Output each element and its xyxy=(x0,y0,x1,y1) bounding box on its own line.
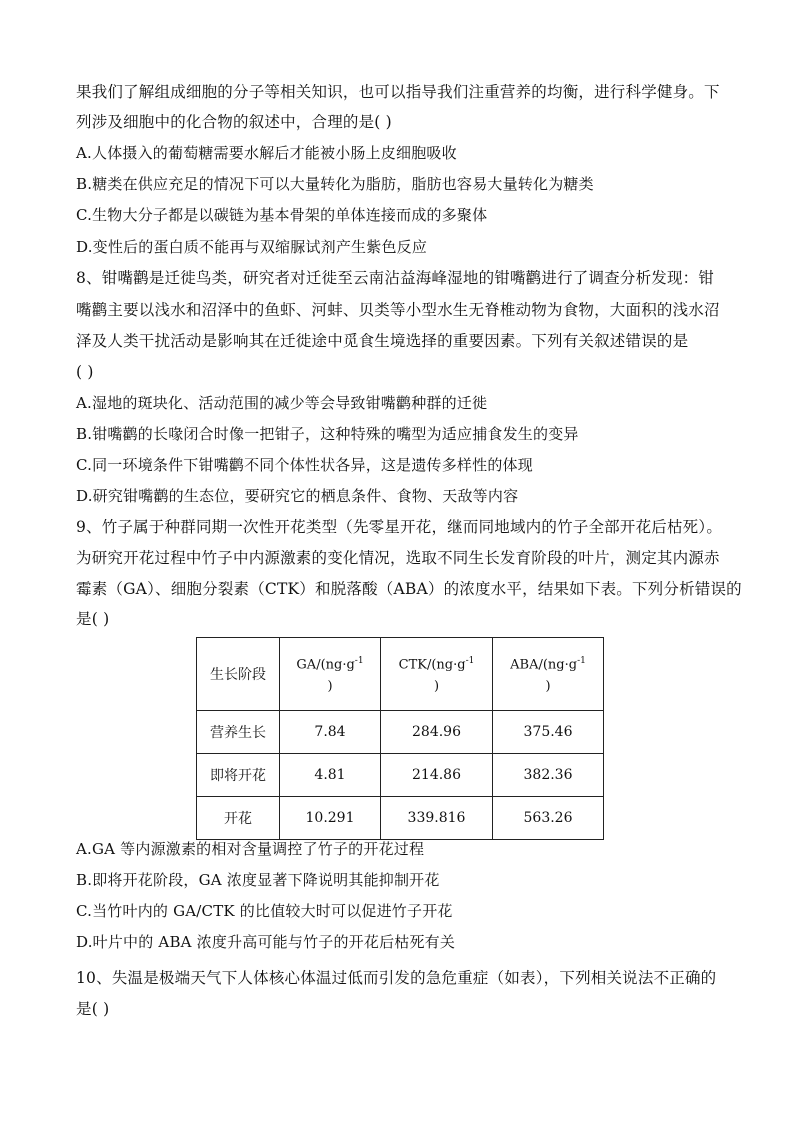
table-row xyxy=(197,797,604,840)
q8-option-b: B.钳嘴鹳的长喙闭合时像一把钳子，这种特殊的嘴型为适应捕食发生的变异 xyxy=(76,425,579,443)
q10-line-1: 10、失温是极端天气下人体核心体温过低而引发的急危重症（如表），下列相关说法不正确的 xyxy=(76,969,717,987)
q8-option-a: A.湿地的斑块化、活动范围的减少等会导致钳嘴鹳种群的迁徙 xyxy=(76,394,488,412)
q8-line-1: 8、钳嘴鹳是迁徙鸟类，研究者对迁徙至云南沾益海峰湿地的钳嘴鹳进行了调查分析发现：钳 xyxy=(76,269,715,287)
q9-line-4: 是( ) xyxy=(76,610,110,628)
cell-ctk: 339.816 xyxy=(381,797,493,840)
q8-option-d: D.研究钳嘴鹳的生态位，要研究它的栖息条件、食物、天敌等内容 xyxy=(76,487,519,505)
header-ctk: CTK/($ng\cdot g^{-1}$ ) xyxy=(381,638,493,711)
q9-line-3: 霉素（GA）、细胞分裂素（CTK）和脱落酸（ABA）的浓度水平，结果如下表。下列分析错误的 xyxy=(76,580,742,598)
q7-intro-line-1: 果我们了解组成细胞的分子等相关知识，也可以指导我们注重营养的均衡，进行科学健身。下 xyxy=(76,83,720,101)
table-row xyxy=(197,754,604,797)
q9-option-c: C.当竹叶内的 GA/CTK 的比值较大时可以促进竹子开花 xyxy=(76,902,453,920)
q9-option-b: B.即将开花阶段，GA 浓度显著下降说明其能抑制开花 xyxy=(76,871,440,889)
q9-option-d: D.叶片中的 ABA 浓度升高可能与竹子的开花后枯死有关 xyxy=(76,933,456,951)
header-stage: 生长阶段 xyxy=(197,638,280,711)
cell-ga: 4.81 xyxy=(280,754,381,797)
q9-line-1: 9、竹子属于种群同期一次性开花类型（先零星开花，继而同地域内的竹子全部开花后枯死）。 xyxy=(76,518,723,536)
header-ga: $GA/(ng\cdot g^{-1}$ ) xyxy=(280,638,381,711)
q9-line-2: 为研究开花过程中竹子中内源激素的变化情况，选取不同生长发育阶段的叶片，测定其内源赤 xyxy=(76,549,720,567)
cell-aba: 563.26 xyxy=(493,797,604,840)
q8-line-2: 嘴鹳主要以浅水和沼泽中的鱼虾、河蚌、贝类等小型水生无脊椎动物为食物，大面积的浅水沼 xyxy=(76,301,720,319)
q9-option-a: A.GA 等内源激素的相对含量调控了竹子的开花过程 xyxy=(76,840,425,858)
q8-line-3: 泽及人类干扰活动是影响其在迁徙途中觅食生境选择的重要因素。下列有关叙述错误的是 xyxy=(76,332,689,350)
cell-aba: 375.46 xyxy=(493,711,604,754)
cell-ga: 10.291 xyxy=(280,797,381,840)
q8-option-c: C.同一环境条件下钳嘴鹳不同个体性状各异，这是遗传多样性的体现 xyxy=(76,456,533,474)
q7-option-b: B.糖类在供应充足的情况下可以大量转化为脂肪，脂肪也容易大量转化为糖类 xyxy=(76,175,594,193)
q7-intro-line-2: 列涉及细胞中的化合物的叙述中，合理的是( ) xyxy=(76,113,392,131)
hormone-table xyxy=(196,637,604,840)
q7-option-d: D.变性后的蛋白质不能再与双缩脲试剂产生紫色反应 xyxy=(76,238,428,256)
table-header-row xyxy=(197,638,604,711)
cell-ga: 7.84 xyxy=(280,711,381,754)
q8-answer-blank: ( ) xyxy=(76,363,94,381)
header-aba: ABA/($ng\cdot g^{-1}$ ) xyxy=(493,638,604,711)
cell-stage: 即将开花 xyxy=(197,754,280,797)
cell-stage: 开花 xyxy=(197,797,280,840)
table-row xyxy=(197,711,604,754)
q7-option-c: C.生物大分子都是以碳链为基本骨架的单体连接而成的多聚体 xyxy=(76,206,488,224)
q10-line-2: 是( ) xyxy=(76,1000,110,1018)
cell-ctk: 214.86 xyxy=(381,754,493,797)
cell-stage: 营养生长 xyxy=(197,711,280,754)
cell-aba: 382.36 xyxy=(493,754,604,797)
q7-option-a: A.人体摄入的葡萄糖需要水解后才能被小肠上皮细胞吸收 xyxy=(76,144,457,162)
cell-ctk: 284.96 xyxy=(381,711,493,754)
